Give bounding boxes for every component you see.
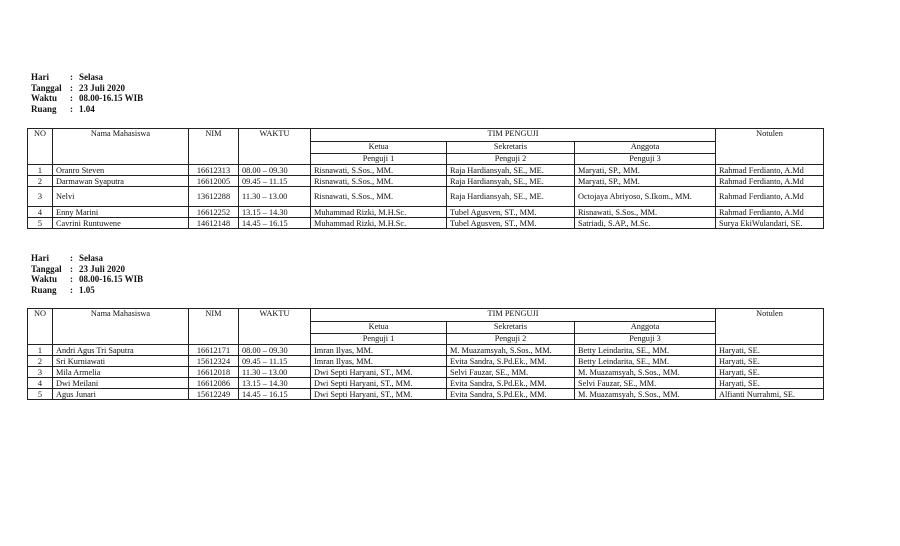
row-anggota: Betty Leindarita, SE., MM. xyxy=(575,356,716,367)
row-no: 1 xyxy=(28,165,53,176)
row-ketua: Imran Ilyas, MM. xyxy=(311,345,447,356)
col-tim-penguji: TIM PENGUJI xyxy=(311,309,716,322)
col-notulen: Notulen xyxy=(716,309,824,345)
col-anggota: Anggota xyxy=(575,142,716,154)
hari-row: Hari : Selasa xyxy=(31,72,104,82)
row-nim: 16612005 xyxy=(189,176,239,187)
row-ketua: Dwi Septi Haryani, ST., MM. xyxy=(311,367,447,378)
row-nama: Enny Marini xyxy=(53,207,189,218)
row-anggota: M. Muazamsyah, S.Sos., MM. xyxy=(575,367,716,378)
row-nim: 15612249 xyxy=(189,389,239,400)
session-header xyxy=(31,253,143,295)
table-row xyxy=(28,378,824,389)
row-notulen: Rahmad Ferdianto, A.Md xyxy=(716,176,824,187)
row-sekretaris: Evita Sandra, S.Pd.Ek., MM. xyxy=(447,378,575,389)
row-notulen: Haryati, SE. xyxy=(716,378,824,389)
row-nim: 13612288 xyxy=(189,187,239,207)
waktu-row: Waktu : 08.00-16.15 WIB xyxy=(31,93,144,104)
row-no: 4 xyxy=(28,207,53,218)
row-anggota: Maryati, SP., MM. xyxy=(575,176,716,187)
row-nim: 16612086 xyxy=(189,378,239,389)
hari-row: Hari : Selasa xyxy=(31,253,104,263)
row-sekretaris: Tubel Agusven, ST., MM. xyxy=(447,218,575,229)
row-no: 2 xyxy=(28,176,53,187)
hari-value: Selasa xyxy=(79,72,104,82)
ruang-row: Ruang : 1.04 xyxy=(31,103,95,114)
table-body xyxy=(28,165,824,229)
row-sekretaris: Raja Hardiansyah, SE., ME. xyxy=(447,187,575,207)
table-row xyxy=(28,345,824,356)
row-nama: Oranro Steven xyxy=(53,165,189,176)
col-penguji-2: Penguji 2 xyxy=(447,154,575,165)
row-ketua: Risnawati, S.Sos., MM. xyxy=(311,165,447,176)
row-anggota: Risnawati, S.Sos., MM. xyxy=(575,207,716,218)
tanggal-row: Tanggal : 23 Juli 2020 xyxy=(31,263,126,274)
row-waktu: 13.15 – 14.30 xyxy=(239,378,311,389)
row-ketua: Muhammad Rizki, M.H.Sc. xyxy=(311,218,447,229)
row-sekretaris: Raja Hardiansyah, SE., ME. xyxy=(447,165,575,176)
row-waktu: 09.45 – 11.15 xyxy=(239,176,311,187)
row-sekretaris: M. Muazamsyah, S.Sos., MM. xyxy=(447,345,575,356)
col-nama: Nama Mahasiswa xyxy=(53,129,189,165)
row-sekretaris: Raja Hardiansyah, SE., ME. xyxy=(447,176,575,187)
hari-value: Selasa xyxy=(79,253,104,263)
row-nama: Nelvi xyxy=(53,187,189,207)
col-penguji-3: Penguji 3 xyxy=(575,334,716,345)
row-ketua: Dwi Septi Haryani, ST., MM. xyxy=(311,378,447,389)
col-waktu: WAKTU xyxy=(239,309,311,345)
row-notulen: Haryati, SE. xyxy=(716,356,824,367)
col-penguji-1: Penguji 1 xyxy=(311,154,447,165)
row-notulen: Haryati, SE. xyxy=(716,367,824,378)
ruang-value: 1.05 xyxy=(79,284,95,295)
table-row xyxy=(28,207,824,218)
row-notulen: Haryati, SE. xyxy=(716,345,824,356)
waktu-row: Waktu : 08.00-16.15 WIB xyxy=(31,274,144,285)
col-notulen: Notulen xyxy=(716,129,824,165)
row-waktu: 14.45 – 16.15 xyxy=(239,218,311,229)
row-nim: 16612252 xyxy=(189,207,239,218)
table-body xyxy=(28,345,824,400)
col-nim: NIM xyxy=(189,129,239,165)
col-nama: Nama Mahasiswa xyxy=(53,309,189,345)
col-no: NO xyxy=(28,129,53,165)
table-row xyxy=(28,218,824,229)
col-anggota: Anggota xyxy=(575,322,716,334)
row-nama: Mila Armelia xyxy=(53,367,189,378)
row-nim: 15612324 xyxy=(189,356,239,367)
row-anggota: Maryati, SP., MM. xyxy=(575,165,716,176)
row-nama: Agus Junari xyxy=(53,389,189,400)
row-no: 1 xyxy=(28,345,53,356)
row-sekretaris: Evita Sandra, S.Pd.Ek., MM. xyxy=(447,356,575,367)
schedule-table xyxy=(27,308,824,400)
row-waktu: 09.45 – 11.15 xyxy=(239,356,311,367)
tanggal-value: 23 Juli 2020 xyxy=(79,263,126,274)
row-waktu: 11.30 – 13.00 xyxy=(239,367,311,378)
row-nama: Andri Agus Tri Saputra xyxy=(53,345,189,356)
table-row xyxy=(28,367,824,378)
row-waktu: 14.45 – 16.15 xyxy=(239,389,311,400)
row-no: 5 xyxy=(28,218,53,229)
table-row xyxy=(28,187,824,207)
row-nama: Cavrini Runtuwene xyxy=(53,218,189,229)
row-notulen: Surya EkiWulandari, SE. xyxy=(716,218,824,229)
row-notulen: Rahmad Ferdianto, A.Md xyxy=(716,207,824,218)
col-nim: NIM xyxy=(189,309,239,345)
row-ketua: Risnawati, S.Sos., MM. xyxy=(311,176,447,187)
table-row xyxy=(28,176,824,187)
waktu-value: 08.00-16.15 WIB xyxy=(79,274,144,285)
col-ketua: Ketua xyxy=(311,322,447,334)
col-penguji-3: Penguji 3 xyxy=(575,154,716,165)
row-waktu: 08.00 – 09.30 xyxy=(239,345,311,356)
row-no: 3 xyxy=(28,187,53,207)
col-no: NO xyxy=(28,309,53,345)
row-ketua: Muhammad Rizki, M.H.Sc. xyxy=(311,207,447,218)
row-anggota: Selvi Fauzar, SE., MM. xyxy=(575,378,716,389)
row-no: 4 xyxy=(28,378,53,389)
row-waktu: 11.30 – 13.00 xyxy=(239,187,311,207)
row-nim: 16612313 xyxy=(189,165,239,176)
col-tim-penguji: TIM PENGUJI xyxy=(311,129,716,142)
col-penguji-2: Penguji 2 xyxy=(447,334,575,345)
col-sekretaris: Sekretaris xyxy=(447,322,575,334)
row-anggota: Octojaya Abriyoso, S.Ikom., MM. xyxy=(575,187,716,207)
table-row xyxy=(28,165,824,176)
schedule-table xyxy=(27,128,824,229)
row-anggota: Satriadi, S.AP., M.Sc. xyxy=(575,218,716,229)
table-row xyxy=(28,389,824,400)
row-ketua: Imran Ilyas, MM. xyxy=(311,356,447,367)
row-sekretaris: Selvi Fauzar, SE., MM. xyxy=(447,367,575,378)
row-nim: 14612148 xyxy=(189,218,239,229)
row-waktu: 13.15 – 14.30 xyxy=(239,207,311,218)
row-nama: Sri Kurniawati xyxy=(53,356,189,367)
row-nama: Darmawan Syaputra xyxy=(53,176,189,187)
row-anggota: M. Muazamsyah, S.Sos., MM. xyxy=(575,389,716,400)
session-header xyxy=(31,72,143,114)
row-notulen: Rahmad Ferdianto, A.Md xyxy=(716,165,824,176)
row-no: 3 xyxy=(28,367,53,378)
tanggal-row: Tanggal : 23 Juli 2020 xyxy=(31,82,126,93)
ruang-value: 1.04 xyxy=(79,103,95,114)
row-notulen: Alfianti Nurrahmi, SE. xyxy=(716,389,824,400)
row-ketua: Risnawati, S.Sos., MM. xyxy=(311,187,447,207)
tanggal-value: 23 Juli 2020 xyxy=(79,82,126,93)
row-ketua: Dwi Septi Haryani, ST., MM. xyxy=(311,389,447,400)
col-ketua: Ketua xyxy=(311,142,447,154)
waktu-value: 08.00-16.15 WIB xyxy=(79,93,144,104)
row-waktu: 08.00 – 09.30 xyxy=(239,165,311,176)
row-anggota: Betty Leindarita, SE., MM. xyxy=(575,345,716,356)
table-row xyxy=(28,356,824,367)
row-nama: Dwi Meilani xyxy=(53,378,189,389)
row-nim: 16612171 xyxy=(189,345,239,356)
col-sekretaris: Sekretaris xyxy=(447,142,575,154)
row-no: 2 xyxy=(28,356,53,367)
ruang-row: Ruang : 1.05 xyxy=(31,284,95,295)
col-penguji-1: Penguji 1 xyxy=(311,334,447,345)
row-nim: 16612018 xyxy=(189,367,239,378)
row-no: 5 xyxy=(28,389,53,400)
row-sekretaris: Evita Sandra, S.Pd.Ek., MM. xyxy=(447,389,575,400)
col-waktu: WAKTU xyxy=(239,129,311,165)
row-notulen: Rahmad Ferdianto, A.Md xyxy=(716,187,824,207)
row-sekretaris: Tubel Agusven, ST., MM. xyxy=(447,207,575,218)
